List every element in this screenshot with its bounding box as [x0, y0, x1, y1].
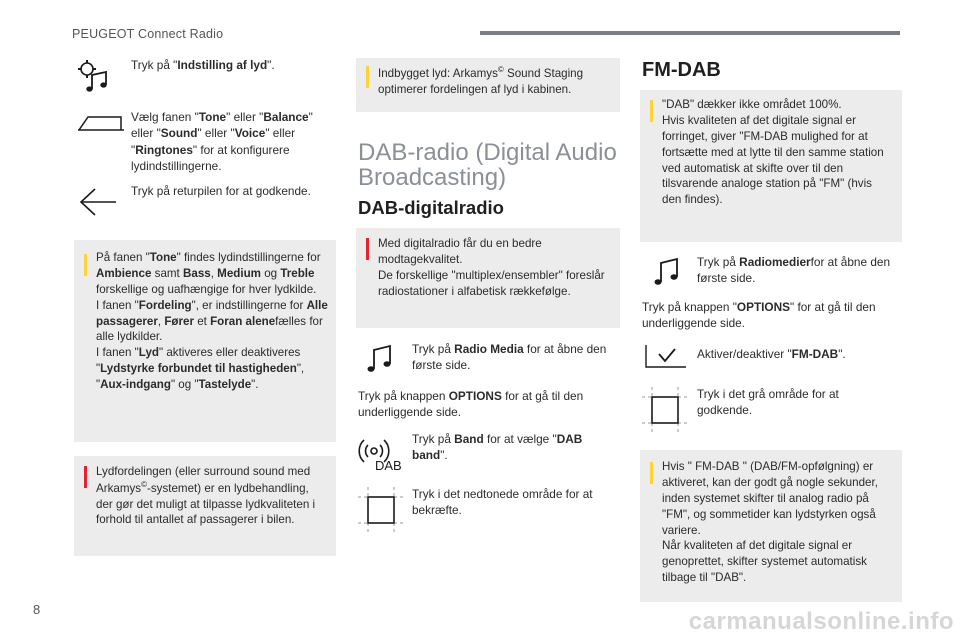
info-box-dab-coverage: [640, 90, 902, 242]
info-box-dab-coverage-text: "DAB" dækker ikke området 100%. Hvis kvaliteten af det digitale signal er forringet, giver "FM-DAB mulighed for at fortsætte med at lytte til den samme station ved automatisk at skifte over til den tilsvarende analoge station på "FM" (hvis den findes).: [662, 98, 884, 207]
music-note-icon: [652, 255, 682, 287]
step-confirm-grey: Tryk i det grå område for at godkende.: [697, 387, 839, 418]
page-number: 8: [33, 602, 41, 617]
info-box-fm-dab-followup-text: Hvis " FM-DAB " (DAB/FM-opfølgning) er aktiveret, kan der godt gå nogle sekunder, inden systemet skifter til analog radio på "FM", og sommetider kan lydstyrken også variere. Når kvaliteten af det digitale signal er genoprettet, skifter systemet automatisk tilbage til "DAB".: [662, 460, 878, 585]
step-toggle-fm-dab: Aktiver/deaktiver "FM-DAB".: [697, 347, 846, 361]
info-box-arkamys-text: Indbygget lyd: Arkamys© Sound Staging optimerer fordelingen af lyd i kabinen.: [378, 65, 584, 96]
info-marker: [650, 462, 653, 484]
info-marker: [650, 100, 653, 122]
info-box-tone: [74, 240, 336, 442]
step-select-tab: Vælg fanen "Tone" eller "Balance" eller "Sound" eller "Voice" eller "Ringtones" for at konfigurere lydindstillingerne.: [131, 110, 313, 173]
warning-marker: [366, 238, 369, 260]
step-return-confirm: Tryk på returpilen for at godkende.: [131, 184, 311, 198]
section-title-dab: DAB-radio (Digital Audio Broadcasting): [358, 139, 617, 192]
step-confirm-greyed: Tryk i det nedtonede område for at bekræfte.: [412, 487, 593, 518]
step-radiomedier: Tryk på Radiomedierfor at åbne den første side.: [697, 255, 891, 286]
info-marker: [84, 254, 87, 276]
grey-area-icon: [358, 487, 404, 533]
warning-box-digital-radio: [356, 228, 620, 328]
checkbox-tick-icon: [645, 344, 687, 368]
page-header-title: PEUGEOT Connect Radio: [72, 27, 224, 41]
info-box-fm-dab-followup: [640, 450, 902, 602]
warning-box-surround: [74, 456, 336, 556]
step-radio-media: Tryk på Radio Media for at åbne den første side.: [412, 342, 607, 373]
header-divider: [480, 31, 900, 35]
warning-box-surround-text: Lydfordelingen (eller surround sound med Arkamys©-systemet) er en lydbehandling, der gør det muligt at tilpasse lydkvaliteten i forhold til antallet af passagerer i bilen.: [96, 465, 316, 527]
para-options-button-fm: Tryk på knappen "OPTIONS" for at gå til den underliggende side.: [642, 300, 876, 331]
info-box-tone-text: På fanen "Tone" findes lydindstillingerne for Ambience samt Bass, Medium og Treble forskellige og uafhængige for hver lydkilde. I fanen "Fordeling", er indstillingerne for Alle passagerer, Fører et Foran alenefælles for alle lydkilder. I fanen "Lyd" aktiveres eller deaktiveres "Lydstyrke forbundet til hastigheden", "Aux-indgang" og "Tastelyde".: [96, 251, 328, 391]
grey-area-icon: [642, 387, 688, 433]
section-title-fm-dab: FM-DAB: [642, 59, 721, 81]
info-box-arkamys: [356, 58, 620, 112]
tab-shape-icon: [78, 115, 124, 131]
return-arrow-icon: [78, 186, 118, 218]
warning-marker: [84, 466, 87, 488]
subsection-title-dab-digital: DAB-digitalradio: [358, 197, 504, 218]
music-note-icon: [365, 342, 395, 374]
dab-radio-icon: [358, 432, 404, 472]
para-options-button: Tryk på knappen OPTIONS for at gå til den underliggende side.: [358, 389, 584, 420]
watermark: carmanualsonline.info: [688, 608, 954, 636]
music-note-gear-icon: [78, 58, 110, 94]
info-marker: [366, 66, 369, 88]
step-select-band: Tryk på Band for at vælge "DAB band".: [412, 432, 583, 463]
svg-text:DAB: DAB: [375, 458, 402, 472]
warning-box-digital-radio-text: Med digitalradio får du en bedre modtagekvalitet. De forskellige "multiplex/ensembler" foreslår radiostationer i alfabetisk rækkefølge.: [378, 237, 605, 298]
step-sound-settings: Tryk på "Indstilling af lyd".: [131, 58, 275, 72]
